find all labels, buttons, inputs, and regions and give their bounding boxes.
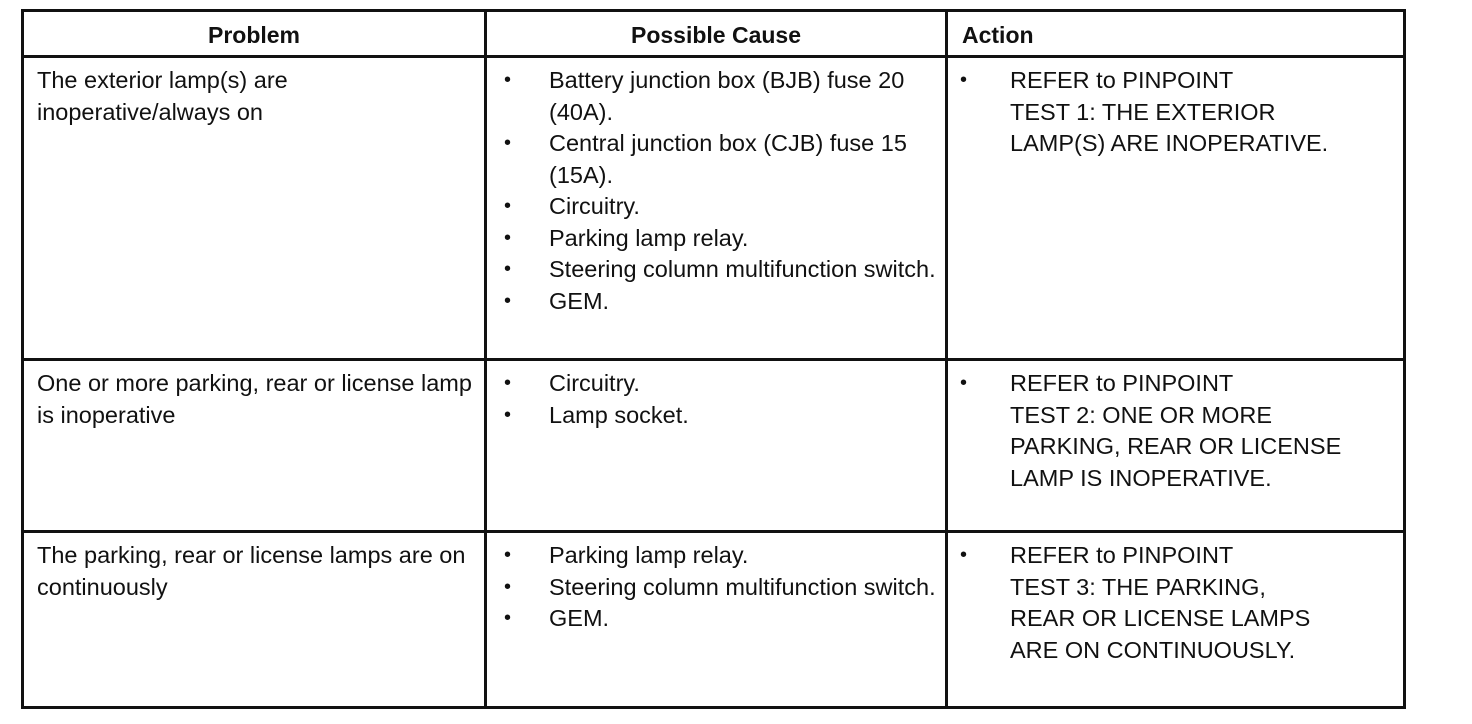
list-item [487, 65, 945, 128]
cause-text: Central junction box (CJB) fuse 15 (15A). [549, 130, 907, 188]
list-item [487, 191, 945, 223]
action-text: REFER to PINPOINT TEST 2: ONE OR MORE PARKING, REAR OR LICENSE LAMP IS INOPERATIVE. [1010, 370, 1342, 491]
bullet-icon: • [504, 195, 512, 217]
cause-text: GEM. [549, 605, 610, 631]
header-action: Action [948, 12, 1403, 58]
bullet-icon: • [504, 403, 512, 426]
cause-text: Lamp socket. [549, 401, 689, 428]
list-item [948, 540, 1403, 666]
list-item [487, 572, 945, 604]
cause-text: Steering column multifunction switch. [549, 573, 936, 600]
row-3-problem: The parking, rear or license lamps are on continuously [24, 533, 487, 706]
action-text: REFER to PINPOINT TEST 1: THE EXTERIOR LAMP(S) ARE INOPERATIVE. [1010, 67, 1329, 156]
cause-text: Battery junction box (BJB) fuse 20 (40A). [549, 67, 905, 125]
bullet-icon: • [504, 575, 512, 598]
row-2-cause-list [487, 368, 945, 431]
cause-text: GEM. [549, 287, 610, 314]
action-text: REFER to PINPOINT TEST 3: THE PARKING, REAR OR LICENSE LAMPS ARE ON CONTINUOUSLY. [1010, 542, 1311, 663]
bullet-icon: • [504, 226, 512, 249]
row-1-causes [487, 58, 948, 361]
list-item [487, 540, 945, 572]
symptom-chart-table [21, 9, 1406, 709]
bullet-icon: • [504, 289, 512, 312]
cause-text: Circuitry. [549, 370, 640, 396]
list-item [487, 603, 945, 635]
cause-text: Circuitry. [549, 193, 640, 219]
bullet-icon: • [504, 69, 512, 91]
row-1-problem: The exterior lamp(s) are inoperative/always on [24, 58, 487, 361]
list-item [948, 368, 1403, 494]
row-2-causes [487, 361, 948, 533]
list-item [487, 368, 945, 400]
bullet-icon: • [504, 372, 512, 394]
cause-text: Parking lamp relay. [549, 224, 749, 251]
list-item [487, 128, 945, 191]
row-3-action-list [948, 540, 1403, 666]
row-1-action [948, 58, 1403, 361]
list-item [487, 400, 945, 432]
list-item [487, 254, 945, 286]
row-3-action [948, 533, 1403, 706]
list-item [487, 286, 945, 318]
row-3-cause-list [487, 540, 945, 635]
header-possible-cause: Possible Cause [487, 12, 948, 58]
cause-text: Parking lamp relay. [549, 542, 749, 568]
bullet-icon: • [504, 544, 512, 566]
bullet-icon: • [504, 607, 512, 629]
header-problem: Problem [24, 12, 487, 58]
row-1-cause-list [487, 65, 945, 317]
bullet-icon: • [504, 132, 512, 154]
row-2-action [948, 361, 1403, 533]
bullet-icon: • [960, 372, 968, 394]
cause-text: Steering column multifunction switch. [549, 256, 936, 282]
bullet-icon: • [960, 69, 968, 91]
row-3-causes [487, 533, 948, 706]
row-2-problem: One or more parking, rear or license lamp is inoperative [24, 361, 487, 533]
bullet-icon: • [960, 544, 968, 566]
bullet-icon: • [504, 258, 512, 280]
list-item [948, 65, 1403, 160]
row-1-action-list [948, 65, 1403, 160]
row-2-action-list [948, 368, 1403, 494]
list-item [487, 223, 945, 255]
